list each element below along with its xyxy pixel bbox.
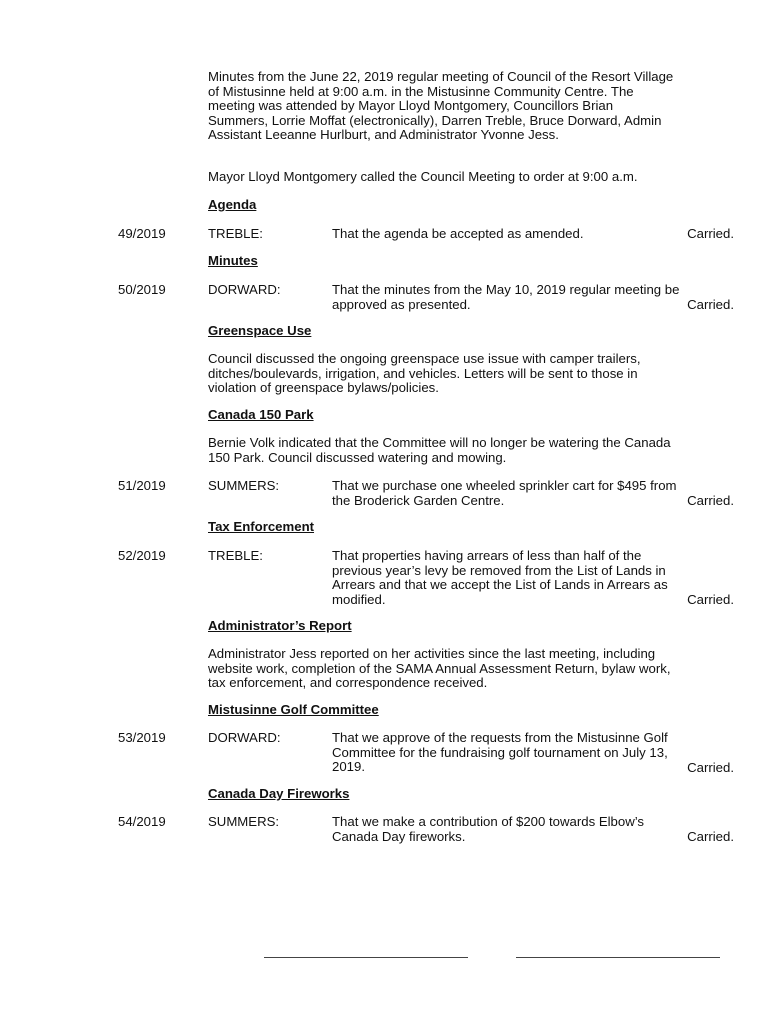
motion-line: That we purchase one wheeled sprinkler cart for $495 from [332,478,677,493]
heading-tax-enforcement: Tax Enforcement [208,519,315,534]
motion-line: That we make a contribution of $200 towards Elbow’s [332,814,645,829]
motion-line: That we approve of the requests from the Mistusinne Golf [332,730,668,745]
greenspace-paragraph [208,352,753,396]
heading-administrators-report: Administrator’s Report [208,618,352,633]
heading-golf-committee: Mistusinne Golf Committee [208,702,379,717]
intro-line: meeting was attended by Mayor Lloyd Montgomery, Councillors Brian [208,98,614,114]
paragraph-line: Bernie Volk indicated that the Committee will no longer be watering the Canada [208,435,671,450]
motion-mover: DORWARD: [208,282,281,297]
motion-line: Canada Day fireworks. [332,828,466,844]
motion-result: Carried. [687,760,734,776]
motion-line: the Broderick Garden Centre. [332,492,505,508]
motion-result: Carried. [687,493,734,509]
heading-canada-150-park: Canada 150 Park [208,407,314,422]
motion-result: Carried. [687,297,734,313]
motion-result: Carried. [687,592,734,608]
paragraph-line: website work, completion of the SAMA Annual Assessment Return, bylaw work, [208,660,671,676]
paragraph-line: Council discussed the ongoing greenspace use issue with camper trailers, [208,351,641,366]
heading-agenda: Agenda [208,197,257,212]
motion-51 [0,479,770,509]
admin-report-paragraph [208,647,753,691]
intro-line: of Mistusinne held at 9:00 a.m. in the Mistusinne Community Centre. The [208,83,634,99]
intro-line: Assistant Leeanne Hurlburt, and Administrator Yvonne Jess. [208,127,559,143]
motion-line: That the agenda be accepted as amended. [332,226,584,241]
motion-line: That properties having arrears of less than half of the [332,548,642,563]
motion-line: Committee for the fundraising golf tournament on July 13, [332,744,668,760]
paragraph-line: violation of greenspace bylaws/policies. [208,380,439,396]
paragraph-line: 150 Park. Council discussed watering and mowing. [208,449,507,465]
motion-line: That the minutes from the May 10, 2019 regular meeting be [332,282,680,297]
motion-text [332,815,734,844]
signature-line-mayor [264,957,468,958]
heading-canada-day-fireworks: Canada Day Fireworks [208,786,350,801]
motion-text [332,283,734,312]
motion-line: Arrears and that we accept the List of Lands in Arrears as [332,577,668,593]
intro-line: Minutes from the June 22, 2019 regular meeting of Council of the Resort Village [208,69,674,84]
motion-mover: TREBLE: [208,548,263,563]
motion-text [332,227,734,242]
paragraph-line: ditches/boulevards, irrigation, and vehicles. Letters will be sent to those in [208,365,638,381]
intro-line: Summers, Lorrie Moffat (electronically), Darren Treble, Bruce Dorward, Admin [208,112,662,128]
motion-number: 50/2019 [118,282,166,297]
motion-number: 51/2019 [118,478,166,493]
motion-mover: DORWARD: [208,730,281,745]
motion-49 [0,227,770,242]
intro-paragraph [208,70,748,143]
paragraph-line: tax enforcement, and correspondence received. [208,675,488,691]
motion-number: 49/2019 [118,226,166,241]
motion-54 [0,815,770,845]
motion-number: 52/2019 [118,548,166,563]
motion-text [332,731,734,775]
motion-mover: TREBLE: [208,226,263,241]
motion-number: 54/2019 [118,814,166,829]
motion-line: 2019. [332,759,366,775]
paragraph-line: Administrator Jess reported on her activities since the last meeting, including [208,646,656,661]
motion-line: approved as presented. [332,296,471,312]
motion-result: Carried. [687,226,734,242]
motion-result: Carried. [687,829,734,845]
motion-text [332,479,734,508]
motion-50 [0,283,770,313]
motion-mover: SUMMERS: [208,478,280,493]
heading-minutes: Minutes [208,253,258,268]
canada150-paragraph [208,436,753,465]
call-to-order-text: Mayor Lloyd Montgomery called the Council Meeting to order at 9:00 a.m. [208,169,638,184]
call-to-order [208,170,753,185]
motion-line: previous year’s levy be removed from the List of Lands in [332,562,666,578]
motion-number: 53/2019 [118,730,166,745]
heading-greenspace-use: Greenspace Use [208,323,312,338]
motion-text [332,549,734,607]
motion-53 [0,731,770,776]
signature-line-administrator [516,957,720,958]
motion-line: modified. [332,591,386,607]
motion-52 [0,549,770,608]
motion-mover: SUMMERS: [208,814,280,829]
